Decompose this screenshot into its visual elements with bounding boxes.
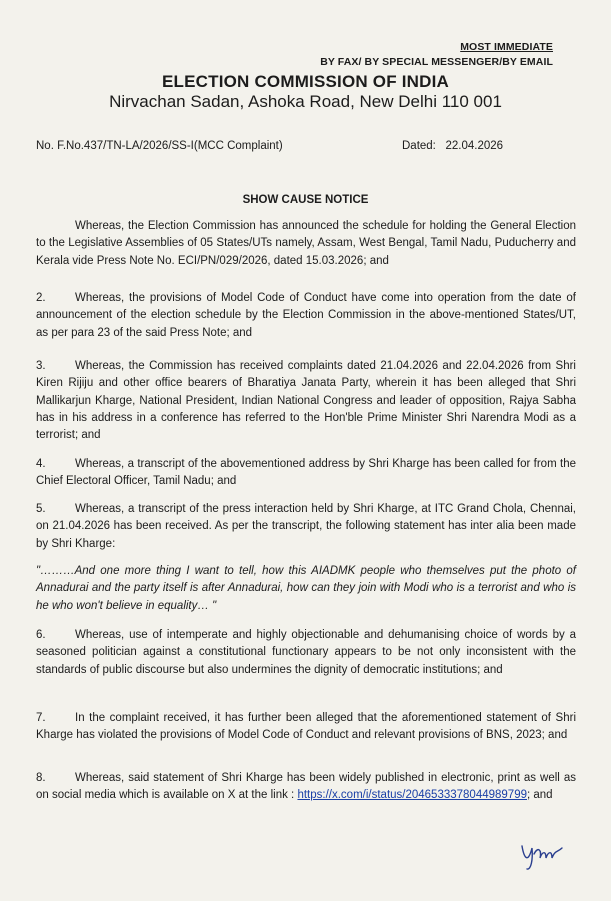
- paragraph-2: [36, 290, 576, 342]
- paragraph-5-text: Whereas, a transcript of the press interaction held by Shri Kharge, at ITC Grand Chola, Chennai, on 21.04.2026 has been received. As per the transcript, the following statement has inter alia been made by Shri Kharge:: [36, 503, 576, 550]
- paragraph-3: [36, 358, 576, 444]
- handwritten-initials: [518, 836, 566, 872]
- notice-title: SHOW CAUSE NOTICE: [242, 194, 369, 206]
- date-label: Dated:: [402, 140, 436, 152]
- urgency-label: MOST IMMEDIATE: [460, 41, 553, 53]
- x-status-link[interactable]: https://x.com/i/status/2046533378044989799: [297, 789, 527, 802]
- paragraph-4-text: Whereas, a transcript of the abovementioned address by Shri Kharge has been called for from the Chief Electoral Officer, Tamil Nadu; and: [36, 458, 576, 488]
- paragraph-6-number: 6.: [36, 629, 46, 641]
- paragraph-7-text: In the complaint received, it has further been alleged that the aforementioned statement of Shri Kharge has violated the provisions of Model Code of Conduct and relevant provisions of BNS, 2023; and: [36, 712, 576, 742]
- paragraph-4: [36, 456, 576, 491]
- paragraph-1: Whereas, the Election Commission has announced the schedule for holding the General Election to the Legislative Assemblies of 05 States/UTs namely, Assam, West Bengal, Tamil Nadu, Puducherry and Kerala vide Press Note No. ECI/PN/029/2026, dated 15.03.2026; and: [36, 220, 576, 267]
- paragraph-7: [36, 710, 576, 745]
- paragraph-4-number: 4.: [36, 458, 46, 470]
- paragraph-8-tail: ; and: [527, 789, 553, 802]
- paragraph-7-number: 7.: [36, 712, 46, 724]
- paragraph-3-number: 3.: [36, 360, 46, 372]
- paragraph-3-text: Whereas, the Commission has received complaints dated 21.04.2026 and 22.04.2026 from Shri Kiren Rijiju and other office bearers of Bharatiya Janata Party, wherein it has been alleged that Shri Mallikarjun Kharge, National President, Indian National Congress and leader of opposition, Rajya Sabha has in his address in a conference has referred to the Hon'ble Prime Minister Shri Narendra Modi as a terrorist; and: [36, 360, 576, 442]
- reference-date: [402, 140, 503, 152]
- paragraph-2-number: 2.: [36, 292, 46, 304]
- paragraph-8-text: Whereas, said statement of Shri Kharge has been widely published in electronic, print as well as on social media which is available on X at the link :: [36, 772, 576, 802]
- reference-number: No. F.No.437/TN-LA/2026/SS-I(MCC Complaint): [36, 140, 283, 152]
- paragraph-8-number: 8.: [36, 772, 46, 784]
- paragraph-5: [36, 501, 576, 553]
- paragraph-6: [36, 627, 576, 679]
- paragraph-6-text: Whereas, use of intemperate and highly objectionable and dehumanising choice of words by a seasoned politician against a constitutional functionary appears to be not only inconsistent with the standards of public discourse but also undermines the dignity of democratic institutions; and: [36, 629, 576, 676]
- organization-address: Nirvachan Sadan, Ashoka Road, New Delhi 110 001: [109, 92, 502, 111]
- paragraph-2-text: Whereas, the provisions of Model Code of Conduct have come into operation from the date of announcement of the election schedule by the Election Commission in the above-mentioned States/UT, as per para 23 of the said Press Note; and: [36, 292, 576, 339]
- date-value: 22.04.2026: [445, 140, 504, 152]
- reference-line: [36, 140, 576, 152]
- paragraph-5-number: 5.: [36, 503, 46, 515]
- delivery-method: BY FAX/ BY SPECIAL MESSENGER/BY EMAIL: [320, 56, 553, 68]
- paragraph-8: [36, 770, 576, 805]
- quoted-statement: "………And one more thing I want to tell, how this AIADMK people who themselves put the photo of Annadurai and the party itself is after Annadurai, how can they join with Modi who is a terrorist and who is he who won't believe in equality… ": [36, 565, 576, 612]
- organization-name: ELECTION COMMISSION OF INDIA: [161, 72, 450, 91]
